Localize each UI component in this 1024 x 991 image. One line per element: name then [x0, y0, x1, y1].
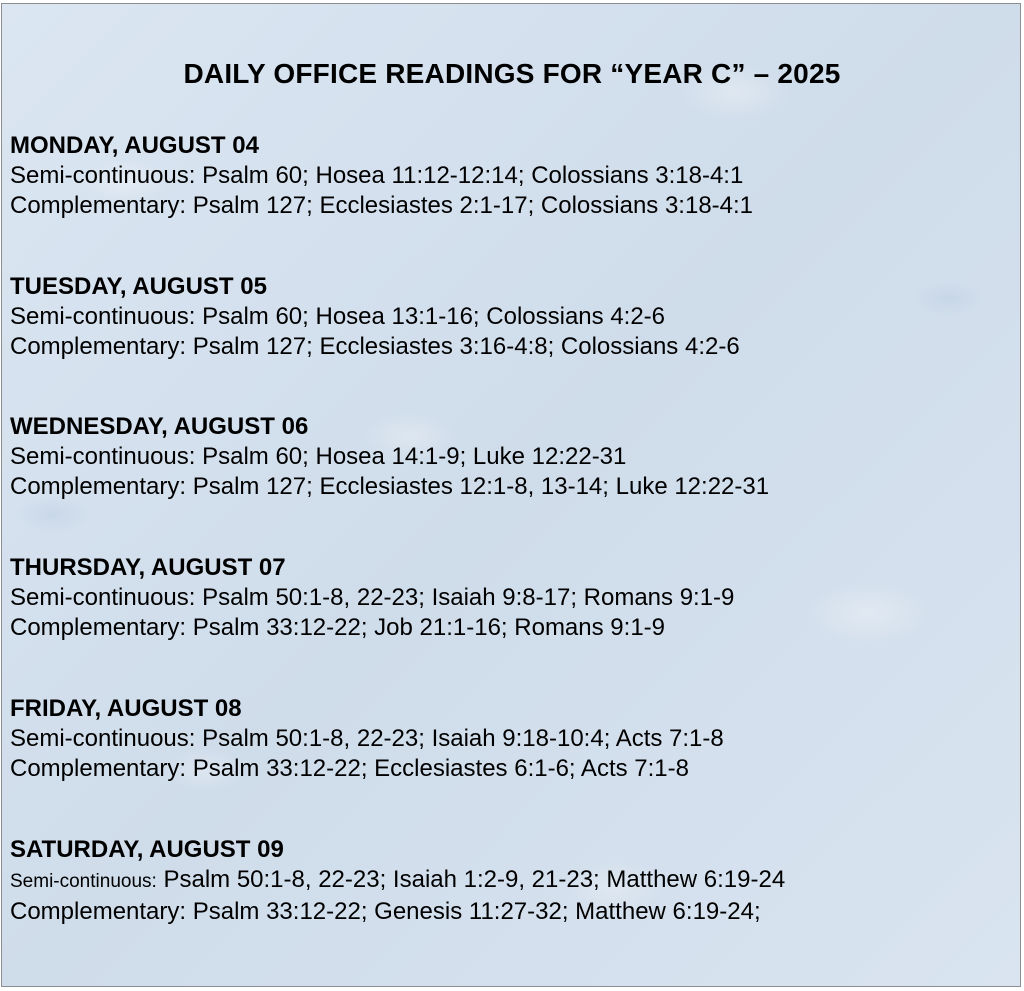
- complementary-reading: [10, 191, 1015, 221]
- day-heading: MONDAY, AUGUST 04: [10, 132, 259, 159]
- semi-continuous-text: Psalm 50:1-8, 22-23; Isaiah 9:18-10:4; Acts 7:1-8: [202, 725, 724, 752]
- complementary-text: Psalm 33:12-22; Genesis 11:27-32; Matthew 6:19-24;: [192, 898, 761, 925]
- complementary-label: Complementary:: [10, 333, 187, 360]
- day-heading: TUESDAY, AUGUST 05: [10, 273, 267, 300]
- complementary-text: Psalm 33:12-22; Job 21:1-16; Romans 9:1-9: [192, 614, 665, 641]
- day-section-wednesday: [10, 412, 1015, 502]
- complementary-reading: [10, 613, 1015, 643]
- semi-continuous-label: Semi-continuous:: [10, 303, 196, 330]
- semi-continuous-label: Semi-continuous:: [10, 584, 196, 611]
- semi-continuous-text: Psalm 60; Hosea 13:1-16; Colossians 4:2-6: [202, 303, 666, 330]
- day-section-monday: [10, 131, 1015, 221]
- semi-continuous-reading: [10, 161, 1015, 191]
- day-section-saturday: [10, 835, 1015, 927]
- complementary-text: Psalm 127; Ecclesiastes 3:16-4:8; Colossians 4:2-6: [192, 333, 740, 360]
- day-section-tuesday: [10, 272, 1015, 362]
- complementary-label: Complementary:: [10, 898, 187, 925]
- day-heading: WEDNESDAY, AUGUST 06: [10, 413, 309, 440]
- day-section-friday: [10, 694, 1015, 784]
- semi-continuous-label: Semi-continuous:: [10, 443, 196, 470]
- semi-continuous-reading: [10, 583, 1015, 613]
- page-title: DAILY OFFICE READINGS FOR “YEAR C” – 2025: [183, 58, 841, 89]
- day-heading: SATURDAY, AUGUST 09: [10, 836, 284, 863]
- semi-continuous-reading: [10, 302, 1015, 332]
- semi-continuous-label: Semi-continuous:: [10, 725, 196, 752]
- complementary-label: Complementary:: [10, 192, 187, 219]
- complementary-text: Psalm 127; Ecclesiastes 2:1-17; Colossians 3:18-4:1: [192, 192, 754, 219]
- semi-continuous-text: Psalm 50:1-8, 22-23; Isaiah 1:2-9, 21-23; Matthew 6:19-24: [163, 866, 786, 893]
- complementary-reading: [10, 754, 1015, 784]
- complementary-reading: [10, 332, 1015, 362]
- complementary-reading: [10, 897, 1015, 927]
- day-section-thursday: [10, 553, 1015, 643]
- semi-continuous-text: Psalm 60; Hosea 11:12-12:14; Colossians 3:18-4:1: [202, 162, 744, 189]
- semi-continuous-text: Psalm 60; Hosea 14:1-9; Luke 12:22-31: [202, 443, 627, 470]
- semi-continuous-reading: [10, 865, 1015, 897]
- complementary-label: Complementary:: [10, 473, 187, 500]
- complementary-label: Complementary:: [10, 614, 187, 641]
- complementary-text: Psalm 33:12-22; Ecclesiastes 6:1-6; Acts 7:1-8: [192, 755, 689, 782]
- semi-continuous-label: Semi-continuous:: [10, 162, 196, 189]
- day-heading: FRIDAY, AUGUST 08: [10, 695, 242, 722]
- semi-continuous-reading: [10, 724, 1015, 754]
- semi-continuous-text: Psalm 50:1-8, 22-23; Isaiah 9:8-17; Romans 9:1-9: [202, 584, 735, 611]
- semi-continuous-reading: [10, 442, 1015, 472]
- day-heading: THURSDAY, AUGUST 07: [10, 554, 286, 581]
- complementary-text: Psalm 127; Ecclesiastes 12:1-8, 13-14; Luke 12:22-31: [192, 473, 770, 500]
- complementary-label: Complementary:: [10, 755, 187, 782]
- complementary-reading: [10, 472, 1015, 502]
- semi-continuous-label: Semi-continuous:: [10, 871, 157, 892]
- readings-page: [1, 3, 1021, 987]
